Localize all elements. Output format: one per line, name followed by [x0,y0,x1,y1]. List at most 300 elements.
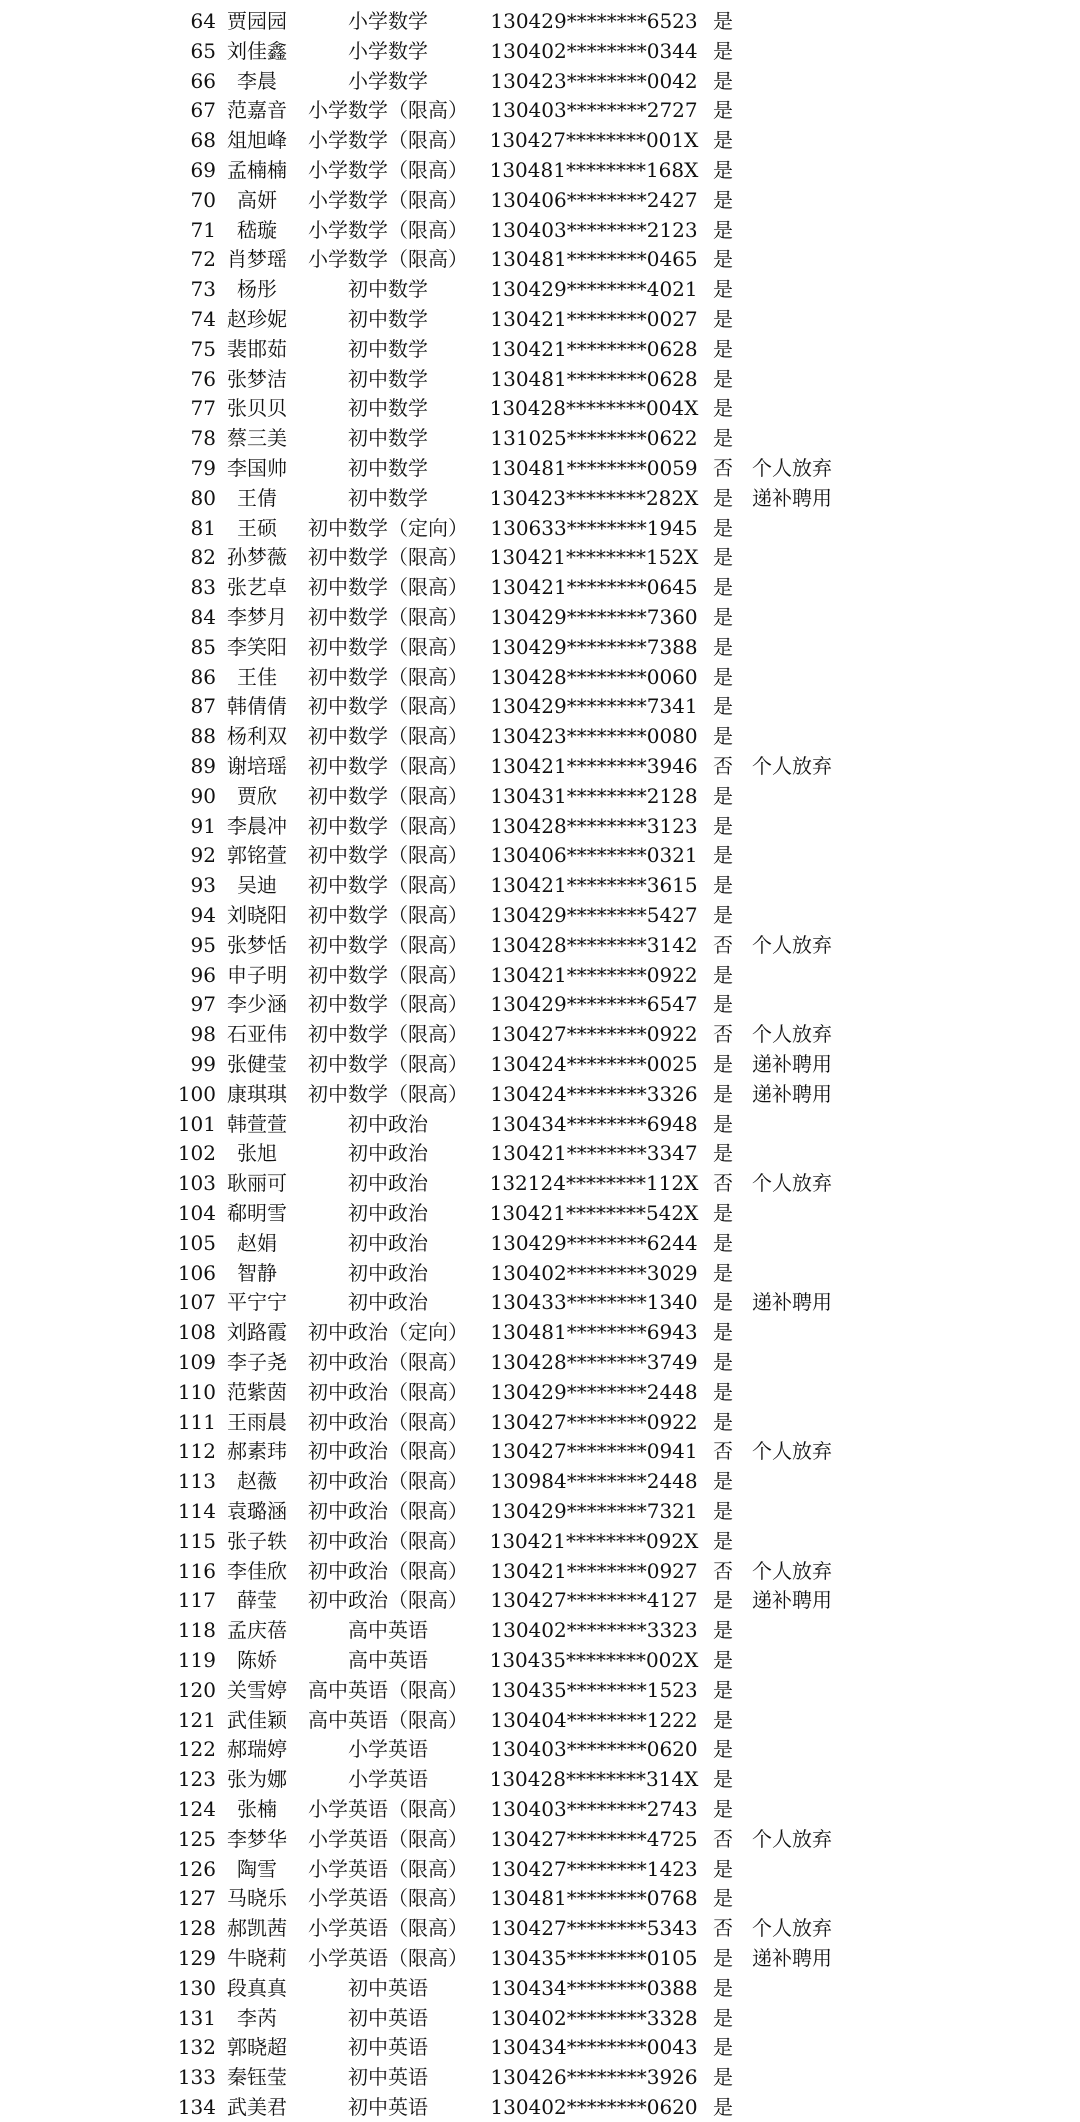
id-number: 130421********092X [489,1528,699,1553]
id-number: 130421********0027 [490,307,698,331]
subject-position: 初中政治（限高） [308,1439,468,1464]
candidate-name: 关雪婷 [227,1677,287,1702]
qualified-flag: 是 [713,664,733,689]
remark: 个人放弃 [752,1916,832,1941]
table-row [0,95,1080,125]
row-number: 92 [190,843,216,868]
remark: 个人放弃 [752,456,832,480]
candidate-name: 牛晓莉 [227,1946,287,1970]
candidate-name: 李梦月 [227,605,287,629]
id-number: 130402********3328 [490,2005,698,2030]
qualified-flag: 否 [713,456,733,480]
row-number: 70 [190,187,216,212]
id-number: 130984********2448 [490,1469,698,1494]
candidate-name: 刘路霞 [227,1320,287,1345]
subject-position: 小学英语（限高） [308,1797,468,1821]
subject-position: 小学数学（限高） [308,128,468,153]
row-number: 121 [177,1707,216,1732]
remark [752,1138,872,1168]
table-row [0,900,1080,930]
row-number: 68 [190,128,216,153]
row-number: 100 [177,1081,216,1106]
qualified-flag: 是 [713,2005,733,2030]
candidate-name: 郭晓超 [227,2035,287,2060]
subject-position: 初中政治（限高） [308,1469,468,1494]
remark [752,185,872,215]
table-row [0,1496,1080,1526]
id-number: 130429********6523 [490,9,698,33]
table-row [0,185,1080,215]
id-number: 130481********0628 [490,366,698,391]
table-row [0,602,1080,632]
candidate-name: 李国帅 [227,456,287,480]
subject-position: 初中数学 [348,426,428,451]
subject-position: 初中政治 [348,1111,428,1136]
remark [752,244,872,274]
candidate-name: 郭铭萱 [227,843,287,868]
table-row [0,930,1080,960]
table-row [0,513,1080,543]
row-number: 69 [190,158,216,182]
id-number: 130421********0922 [490,962,698,987]
qualified-flag: 是 [713,1975,733,2000]
qualified-flag: 是 [713,336,733,361]
qualified-flag: 否 [713,1439,733,1464]
id-number: 130433********1340 [490,1290,698,1315]
id-number: 130429********4021 [490,277,698,302]
id-number: 130481********0465 [490,247,698,272]
id-number: 130421********3347 [490,1141,698,1166]
subject-position: 初中政治（限高） [308,1528,468,1553]
table-row [0,36,1080,66]
qualified-flag: 是 [713,2065,733,2090]
id-number: 130633********1945 [490,515,698,540]
subject-position: 初中数学（限高） [308,754,468,778]
row-number: 97 [190,992,216,1017]
candidate-name: 康琪琪 [227,1081,287,1106]
remark [752,2062,872,2092]
table-row [0,1734,1080,1764]
table-row [0,1079,1080,1109]
remark [752,1258,872,1288]
row-number: 134 [177,2095,216,2119]
id-number: 130435********0105 [490,1946,698,1970]
subject-position: 初中数学（限高） [308,724,468,749]
table-row [0,1407,1080,1437]
qualified-flag: 是 [713,1856,733,1881]
subject-position: 初中政治（限高） [308,1588,468,1613]
subject-position: 初中数学（限高） [308,992,468,1017]
subject-position: 初中数学（限高） [308,873,468,898]
remark [752,1109,872,1139]
table-row [0,721,1080,751]
row-number: 95 [190,932,216,957]
row-number: 115 [177,1528,216,1553]
qualified-flag: 是 [713,1737,733,1762]
id-number: 130429********6547 [490,992,698,1017]
candidate-name: 孙梦薇 [227,545,287,570]
table-row [0,1645,1080,1675]
subject-position: 初中政治 [348,1141,428,1166]
remark [752,1794,872,1824]
candidate-name: 石亚伟 [227,1022,287,1047]
subject-position: 初中数学（限高） [308,962,468,987]
qualified-flag: 是 [713,575,733,600]
row-number: 119 [177,1648,216,1672]
qualified-flag: 否 [713,1826,733,1851]
qualified-flag: 是 [713,1588,733,1613]
subject-position: 初中政治（定向） [308,1320,468,1345]
remark [752,1645,872,1675]
remark: 个人放弃 [752,1022,832,1047]
row-number: 128 [177,1916,216,1941]
remark [752,1883,872,1913]
subject-position: 初中数学（限高） [308,1081,468,1106]
row-number: 80 [190,485,216,510]
subject-position: 高中英语（限高） [308,1707,468,1732]
subject-position: 高中英语 [348,1648,428,1672]
remark [752,513,872,543]
qualified-flag: 是 [713,1797,733,1821]
table-row [0,155,1080,185]
qualified-flag: 是 [713,1528,733,1553]
qualified-flag: 是 [713,1648,733,1672]
row-number: 72 [190,247,216,272]
table-row [0,393,1080,423]
qualified-flag: 否 [713,932,733,957]
candidate-name: 张楠 [237,1797,277,1821]
candidate-name: 袁璐涵 [227,1499,287,1523]
id-number: 130429********2448 [490,1379,698,1404]
qualified-flag: 是 [713,1081,733,1106]
remark: 个人放弃 [752,1171,832,1196]
candidate-name: 王硕 [237,515,277,540]
qualified-flag: 是 [713,38,733,63]
subject-position: 小学英语（限高） [308,1946,468,1970]
table-row [0,1675,1080,1705]
table-row [0,125,1080,155]
row-number: 133 [177,2065,216,2090]
row-number: 110 [177,1379,216,1404]
remark [752,1228,872,1258]
remark [752,870,872,900]
candidate-name: 刘晓阳 [227,903,287,927]
candidate-name: 赵娟 [237,1230,277,1255]
candidate-name: 嵇璇 [237,217,277,242]
candidate-name: 范紫茵 [227,1379,287,1404]
candidate-name: 谢培瑶 [227,754,287,778]
id-number: 130427********1423 [490,1856,698,1881]
row-number: 122 [177,1737,216,1762]
id-number: 130403********2727 [490,98,698,123]
table-row [0,870,1080,900]
table-row [0,1109,1080,1139]
remark [752,1347,872,1377]
remark [752,1764,872,1794]
row-number: 79 [190,456,216,480]
qualified-flag: 否 [713,1916,733,1941]
remark [752,1615,872,1645]
table-row [0,1854,1080,1884]
table-row [0,1526,1080,1556]
candidate-name: 李梦华 [227,1826,287,1851]
candidate-name: 肖梦瑶 [227,247,287,272]
remark [752,1466,872,1496]
id-number: 130427********0922 [490,1409,698,1434]
candidate-name: 韩倩倩 [227,694,287,719]
qualified-flag: 是 [713,9,733,33]
candidate-name: 陈娇 [237,1648,277,1672]
candidate-name: 武佳颖 [227,1707,287,1732]
candidate-name: 郝凯茜 [227,1916,287,1941]
qualified-flag: 是 [713,1320,733,1345]
table-row [0,960,1080,990]
row-number: 82 [190,545,216,570]
table-row [0,1705,1080,1735]
table-row [0,66,1080,96]
id-number: 130429********7388 [490,634,698,659]
candidate-name: 范嘉音 [227,98,287,123]
qualified-flag: 是 [713,545,733,570]
remark [752,542,872,572]
subject-position: 初中数学（限高） [308,813,468,838]
row-number: 107 [177,1290,216,1315]
table-row [0,304,1080,334]
qualified-flag: 是 [713,1141,733,1166]
id-number: 130429********7321 [490,1499,698,1523]
id-number: 130404********1222 [490,1707,698,1732]
candidate-name: 王佳 [237,664,277,689]
row-number: 87 [190,694,216,719]
id-number: 130428********3123 [490,813,698,838]
qualified-flag: 是 [713,962,733,987]
row-number: 104 [177,1201,216,1225]
subject-position: 小学数学 [348,38,428,63]
qualified-flag: 是 [713,605,733,629]
candidate-name: 杨利双 [227,724,287,749]
id-number: 130434********0043 [490,2035,698,2060]
remark [752,95,872,125]
candidate-name: 俎旭峰 [227,128,287,153]
subject-position: 初中政治（限高） [308,1558,468,1583]
qualified-flag: 是 [713,1052,733,1076]
subject-position: 初中政治（限高） [308,1499,468,1523]
subject-position: 初中政治（限高） [308,1379,468,1404]
subject-position: 小学数学（限高） [308,247,468,272]
row-number: 109 [177,1350,216,1374]
candidate-name: 马晓乐 [227,1886,287,1911]
id-number: 130428********314X [489,1767,699,1792]
row-number: 103 [177,1171,216,1196]
subject-position: 初中数学（限高） [308,903,468,927]
candidate-name: 李佳欣 [227,1558,287,1583]
remark: 递补聘用 [752,485,832,510]
candidate-name: 薛莹 [237,1588,277,1613]
table-row [0,1615,1080,1645]
id-number: 130424********0025 [490,1052,698,1076]
table-row [0,1824,1080,1854]
row-number: 81 [190,515,216,540]
row-number: 93 [190,873,216,898]
remark [752,811,872,841]
qualified-flag: 是 [713,634,733,659]
qualified-flag: 是 [713,694,733,719]
table-row [0,1317,1080,1347]
subject-position: 高中英语 [348,1618,428,1643]
qualified-flag: 是 [713,992,733,1017]
qualified-flag: 是 [713,1886,733,1911]
row-number: 116 [177,1558,216,1583]
subject-position: 初中数学 [348,456,428,480]
remark [752,1705,872,1735]
row-number: 123 [177,1767,216,1792]
subject-position: 初中数学（定向） [308,515,468,540]
table-row [0,2032,1080,2062]
candidate-name: 秦钰莹 [227,2065,287,2090]
remark [752,215,872,245]
candidate-name: 李晨冲 [227,813,287,838]
id-number: 130426********3926 [490,2065,698,2090]
qualified-flag: 是 [713,1767,733,1792]
subject-position: 初中英语 [348,1975,428,2000]
qualified-flag: 是 [713,187,733,212]
table-row [0,364,1080,394]
id-number: 130435********1523 [490,1677,698,1702]
id-number: 130424********3326 [490,1081,698,1106]
table-row [0,1913,1080,1943]
id-number: 130427********0941 [490,1439,698,1464]
subject-position: 小学数学 [348,9,428,33]
qualified-flag: 是 [713,843,733,868]
qualified-flag: 是 [713,1290,733,1315]
row-number: 132 [177,2035,216,2060]
id-number: 130427********0922 [490,1022,698,1047]
remark [752,1407,872,1437]
qualified-flag: 是 [713,724,733,749]
id-number: 130423********282X [489,485,699,510]
id-number: 130427********001X [489,128,699,153]
qualified-flag: 是 [713,1350,733,1374]
id-number: 130402********3029 [490,1260,698,1285]
row-number: 106 [177,1260,216,1285]
table-row [0,334,1080,364]
subject-position: 初中数学（限高） [308,605,468,629]
row-number: 125 [177,1826,216,1851]
table-row [0,1287,1080,1317]
candidate-name: 张贝贝 [227,396,287,421]
id-number: 130402********0344 [490,38,698,63]
table-row [0,811,1080,841]
row-number: 89 [190,754,216,778]
subject-position: 小学英语（限高） [308,1856,468,1881]
qualified-flag: 是 [713,1379,733,1404]
qualified-flag: 否 [713,1171,733,1196]
id-number: 130435********002X [489,1648,699,1672]
remark [752,1377,872,1407]
subject-position: 高中英语（限高） [308,1677,468,1702]
id-number: 130421********0628 [490,336,698,361]
qualified-flag: 否 [713,1022,733,1047]
candidate-name: 智静 [237,1260,277,1285]
id-number: 130481********0059 [490,456,698,480]
id-number: 130434********6948 [490,1111,698,1136]
qualified-flag: 是 [713,277,733,302]
table-row [0,1049,1080,1079]
id-number: 130427********4127 [490,1588,698,1613]
subject-position: 初中数学（限高） [308,1022,468,1047]
remark [752,691,872,721]
table-row [0,274,1080,304]
row-number: 101 [177,1111,216,1136]
remark: 递补聘用 [752,1052,832,1076]
remark: 个人放弃 [752,1826,832,1851]
subject-position: 初中数学 [348,336,428,361]
candidate-name: 李少涵 [227,992,287,1017]
qualified-flag: 是 [713,1499,733,1523]
id-number: 130421********0927 [490,1558,698,1583]
row-number: 114 [177,1499,216,1523]
remark: 递补聘用 [752,1290,832,1315]
candidate-name: 张健莹 [227,1052,287,1076]
remark [752,721,872,751]
subject-position: 初中数学（限高） [308,843,468,868]
candidate-name: 王雨晨 [227,1409,287,1434]
remark [752,1526,872,1556]
id-number: 130427********4725 [490,1826,698,1851]
id-number: 130403********2123 [490,217,698,242]
subject-position: 初中数学 [348,396,428,421]
remark [752,155,872,185]
subject-position: 初中数学 [348,485,428,510]
remark [752,1734,872,1764]
row-number: 111 [177,1409,216,1434]
row-number: 71 [190,217,216,242]
candidate-name: 赵珍妮 [227,307,287,331]
table-row [0,840,1080,870]
subject-position: 小学数学 [348,68,428,93]
table-row [0,662,1080,692]
table-row [0,1556,1080,1586]
candidate-name: 张旭 [237,1141,277,1166]
subject-position: 小学数学（限高） [308,187,468,212]
row-number: 77 [190,396,216,421]
remark [752,6,872,36]
id-number: 130421********542X [489,1201,699,1225]
id-number: 130402********0620 [490,2095,698,2119]
subject-position: 初中英语 [348,2065,428,2090]
row-number: 127 [177,1886,216,1911]
qualified-flag: 是 [713,2095,733,2119]
id-number: 130406********2427 [490,187,698,212]
qualified-flag: 是 [713,426,733,451]
row-number: 108 [177,1320,216,1345]
subject-position: 初中数学 [348,307,428,331]
table-row [0,215,1080,245]
id-number: 130428********3749 [490,1350,698,1374]
row-number: 75 [190,336,216,361]
id-number: 130431********2128 [490,783,698,808]
remark [752,662,872,692]
subject-position: 初中政治 [348,1201,428,1225]
row-number: 131 [177,2005,216,2030]
subject-position: 初中政治 [348,1230,428,1255]
candidate-name: 段真真 [227,1975,287,2000]
table-row [0,453,1080,483]
subject-position: 初中数学（限高） [308,932,468,957]
table-row [0,1258,1080,1288]
row-number: 67 [190,98,216,123]
id-number: 130428********004X [489,396,699,421]
